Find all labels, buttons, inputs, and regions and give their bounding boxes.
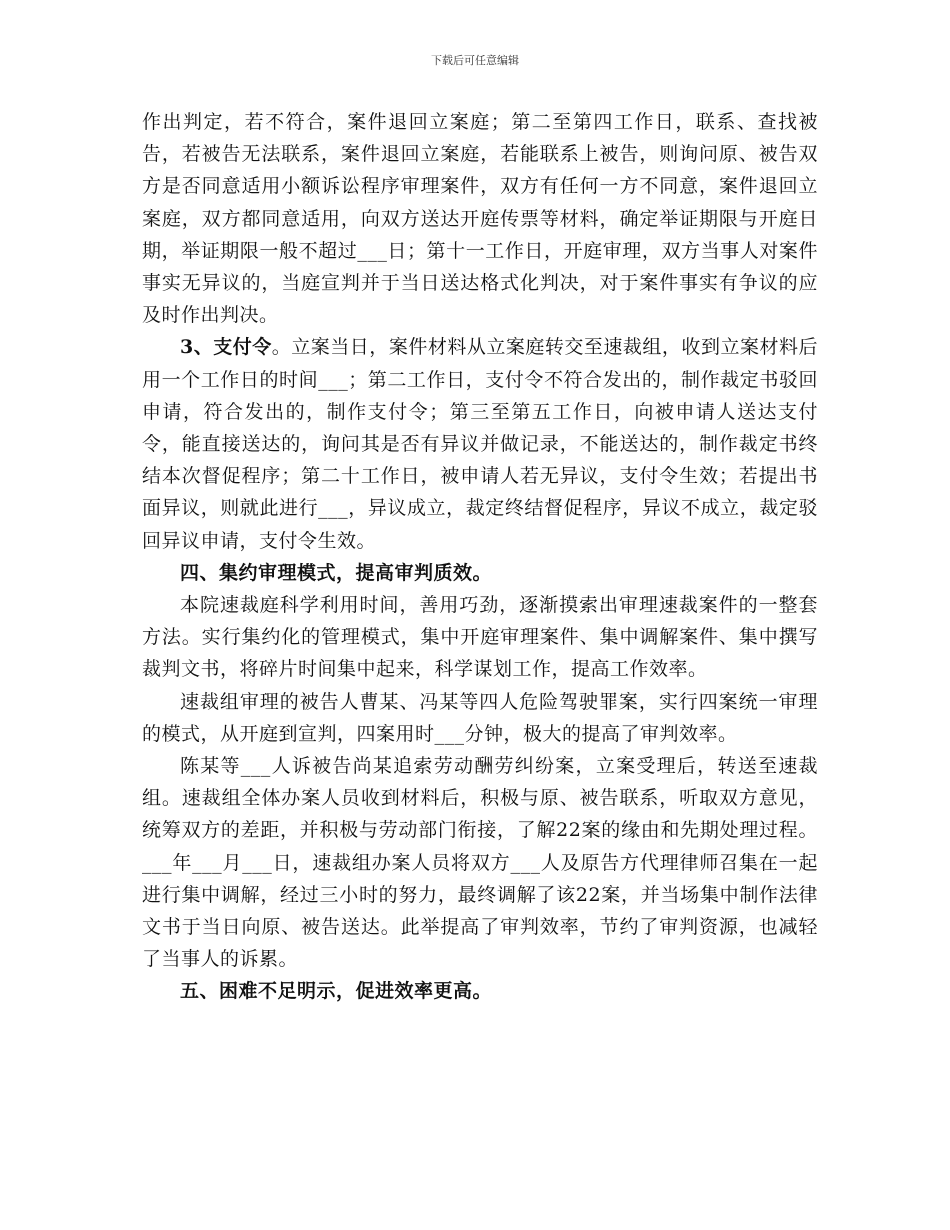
paragraph-lead-payment-order: 3、支付令 [180, 336, 272, 359]
paragraph-body-payment-order: 。立案当日，案件材料从立案庭转交至速裁组，收到立案材料后用一个工作日的时间___；第二工作日，支付令不符合发出的，制作裁定书驳回申请，符合发出的，制作支付令；第三至第五工作日，向被申请人送达支付令，能直接送达的，询问其是否有异议并做记录，不能送达的，制作裁定书终结本次督促程序；第二十工作日，被申请人若无异议，支付令生效；若提出书面异议，则就此进行___，异议成立，裁定终结督促程序，异议不成立，裁定驳回异议申请，支付令生效。 [142, 336, 818, 552]
paragraph-continuation: 作出判定，若不符合，案件退回立案庭；第二至第四工作日，联系、查找被告，若被告无法联系，案件退回立案庭，若能联系上被告，则询问原、被告双方是否同意适用小额诉讼程序审理案件，双方有任何一方不同意，案件退回立案庭，双方都同意适用，向双方送达开庭传票等材料，确定举证期限与开庭日期，举证期限一般不超过___日；第十一工作日，开庭审理，双方当事人对案件事实无异议的，当庭宣判并于当日送达格式化判决，对于案件事实有争议的应及时作出判决。 [142, 111, 818, 327]
page-header: 下载后可任意编辑 [431, 54, 519, 67]
paragraph-intensive-mode: 本院速裁庭科学利用时间，善用巧劲，逐渐摸索出审理速裁案件的一整套方法。实行集约化的管理模式，集中开庭审理案件、集中调解案件、集中撰写裁判文书，将碎片时间集中起来，科学谋划工作，提高工作效率。 [142, 594, 818, 681]
paragraph-drunk-driving-case: 速裁组审理的被告人曹某、冯某等四人危险驾驶罪案，实行四案统一审理的模式，从开庭到宣判，四案用时___分钟，极大的提高了审判效率。 [142, 690, 818, 745]
section-heading-4: 四、集约审理模式，提高审判质效。 [180, 561, 493, 584]
paragraph-payment-order [142, 331, 818, 556]
section-heading-5: 五、困难不足明示，促进效率更高。 [180, 980, 493, 1003]
paragraph-labor-dispute-case: 陈某等___人诉被告尚某追索劳动酬劳纠纷案，立案受理后，转送至速裁组。速裁组全体办案人员收到材料后，积极与原、被告联系，听取双方意见，统筹双方的差距，并积极与劳动部门衔接，了解22案的缘由和先期处理过程。___年___月___日，速裁组办案人员将双方___人及原告方代理律师召集在一起进行集中调解，经过三小时的努力，最终调解了该22案，并当场集中制作法律文书于当日向原、被告送达。此举提高了审判效率，节约了审判资源，也减轻了当事人的诉累。 [142, 755, 818, 971]
document-body [142, 106, 818, 1008]
